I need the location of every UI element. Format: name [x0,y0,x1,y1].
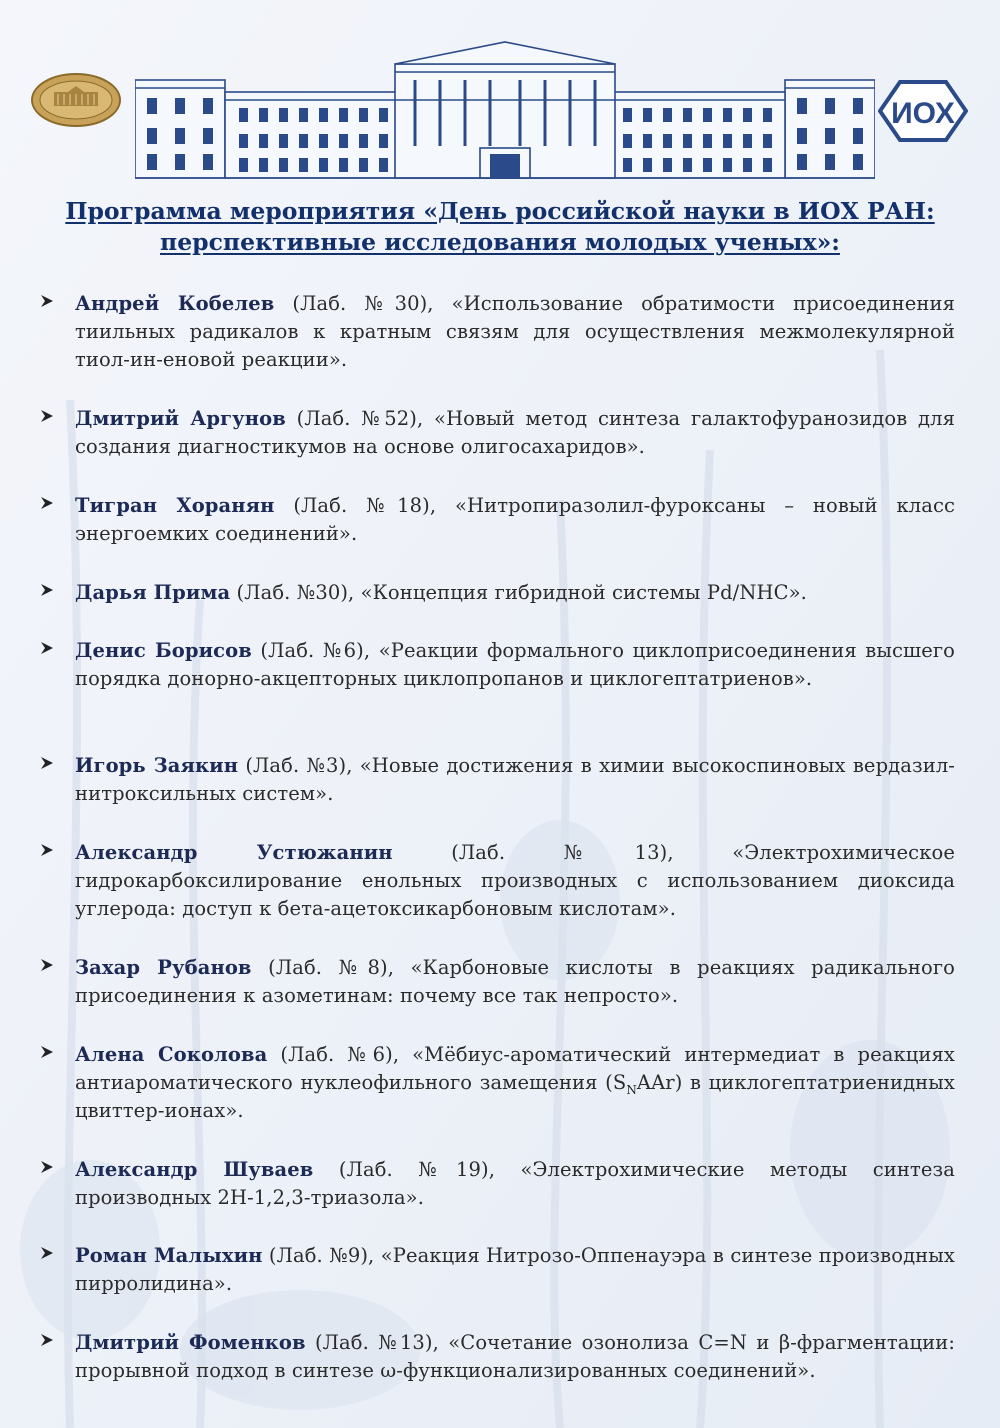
list-item-text [75,1041,955,1125]
list-item-text [75,405,955,461]
list-item-text [75,579,955,607]
arrow-bullet-icon [39,1044,55,1060]
lab-number: (Лаб. №13), [392,841,733,864]
speaker-name: Захар Рубанов [75,956,252,979]
lab-number: (Лаб. №30), [274,292,452,315]
lab-number: (Лаб. №52), [285,407,435,430]
lab-number: (Лаб. №8), [251,956,411,979]
talk-topic: «Использование обратимости присоединения тиильных радикалов к кратным связям для осуществления межмолекулярной тиол-ин-еновой реакции». [75,292,955,371]
list-item-text [75,752,955,808]
arrow-bullet-icon [39,1159,55,1175]
talk-topic: «Реакции формального циклоприсоединения высшего порядка донорно-акцепторных циклопропанов и циклогептатриенов». [75,639,956,690]
list-item-text [75,839,955,923]
speaker-name: Андрей Кобелев [75,292,275,315]
speaker-name: Алена Соколова [75,1043,268,1066]
lab-number: (Лаб. №6), [267,1043,413,1066]
talk-topic: «Реакция Нитрозо-Оппенауэра в синтезе производных пирролидина». [75,1244,955,1295]
talk-topic: «Нитропиразолил-фуроксаны – новый класс энергоемких соединений». [75,494,955,545]
arrow-bullet-icon [39,495,55,511]
arrow-bullet-icon [39,957,55,973]
speaker-name: Игорь Заякин [75,754,239,777]
speaker-name: Роман Малыхин [75,1244,263,1267]
institute-medal-emblem-icon [28,68,124,128]
institute-building-facade-icon [135,40,875,185]
speaker-name: Дмитрий Фоменков [75,1331,306,1354]
list-item-text [75,954,955,1010]
talk-topic: «Новые достижения в химии высокоспиновых вердазил-нитроксильных систем». [75,754,955,805]
lab-number: (Лаб. №9), [262,1244,381,1267]
talk-topic: «Карбоновые кислоты в реакциях радикального присоединения к азометинам: почему все так непросто». [75,956,955,1007]
arrow-bullet-icon [39,842,55,858]
speaker-name: Тигран Хоранян [75,494,275,517]
speaker-name: Дмитрий Аргунов [75,407,286,430]
page-header [0,0,1000,190]
lab-number: (Лаб. №3), [238,754,360,777]
arrow-bullet-icon [39,1245,55,1261]
talk-topic: «Новый метод синтеза галактофуранозидов для создания диагностикумов на основе олигосахаридов». [75,407,955,458]
ioh-logo-icon [878,80,968,142]
arrow-bullet-icon [39,582,55,598]
list-item-text [75,492,955,548]
lab-number: (Лаб. №19), [313,1158,521,1181]
talk-topic-part: «Мёбиус-ароматический интермедиат в реакциях антиароматического нуклеофильного замещения (S [75,1043,955,1094]
speaker-name: Дарья Прима [75,581,231,604]
list-item-text [75,1329,955,1385]
speaker-name: Александр Устюжанин [75,841,393,864]
arrow-bullet-icon [39,293,55,309]
list-item-text [75,1242,955,1298]
lab-number: (Лаб. №18), [274,494,455,517]
list-item-text [75,1156,955,1212]
arrow-bullet-icon [39,1332,55,1348]
arrow-bullet-icon [39,640,55,656]
arrow-bullet-icon [39,755,55,771]
lab-number: (Лаб. №30), [230,581,361,604]
arrow-bullet-icon [39,408,55,424]
list-item-text [75,637,955,693]
lab-number: (Лаб. №13), [305,1331,449,1354]
list-item-text [75,290,955,374]
talk-topic: «Концепция гибридной системы Pd/NHC». [360,581,807,604]
speaker-name: Денис Борисов [75,639,252,662]
page-title: Программа мероприятия «День российской науки в ИОХ РАН: перспективные исследования молодых ученых»: [65,197,935,256]
lab-number: (Лаб. №6), [251,639,379,662]
subscript-n: N [626,1082,637,1097]
talk-topic: «Сочетание озонолиза C=N и β-фрагментации: прорывной подход в синтезе ω-функционализированных соединений». [75,1331,955,1382]
speaker-name: Александр Шуваев [75,1158,314,1181]
ioh-logo-text: ИОХ [891,97,955,130]
talk-topic: «Электрохимическое гидрокарбоксилирование енольных производных с использованием диоксида углерода: доступ к бета-ацетоксикарбоновым кислотам». [75,841,955,920]
talk-topic-part: AAr) в циклогептатриенидных цвиттер-ионах». [75,1071,955,1122]
talk-topic: «Электрохимические методы синтеза производных 2H-1,2,3-триазола». [75,1158,955,1209]
